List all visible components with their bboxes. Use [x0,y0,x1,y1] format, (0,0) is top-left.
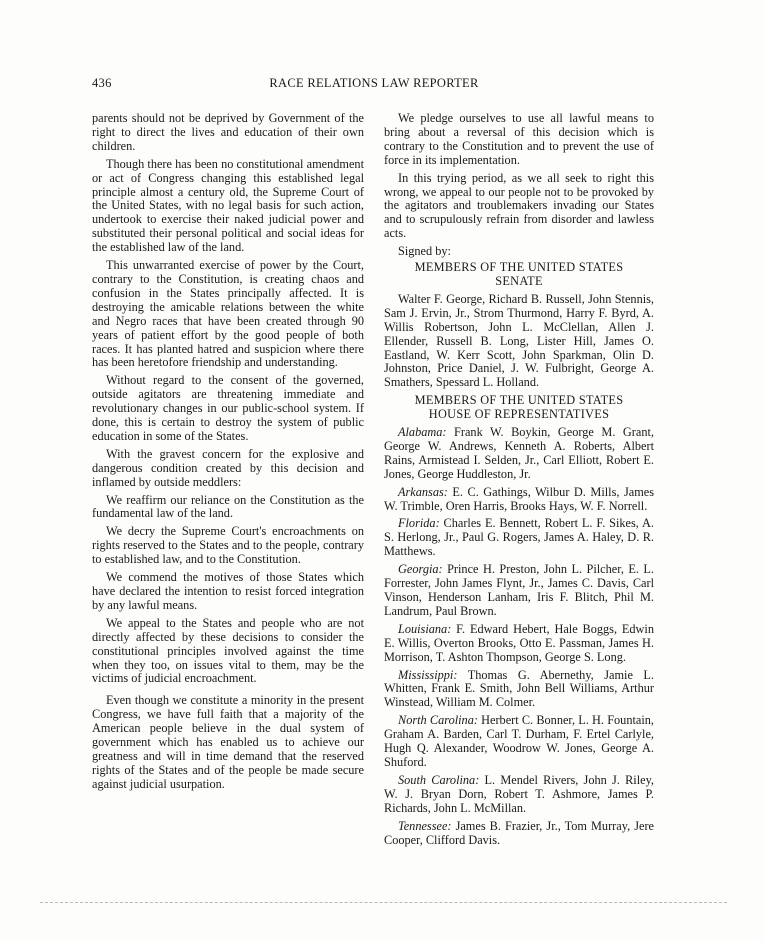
right-paragraph-2: In this trying period, as we all seek to right this wrong, we appeal to our people not to be provoked by the agitators and troublemakers invading our States and to scrupulously refrain from disorder and lawless acts. [384,170,654,241]
left-paragraph-7: We decry the Supreme Court's encroachments on rights reserved to the States and to the people, contrary to established law, and to the Constitution. [92,524,364,567]
left-paragraph-6: We reaffirm our reliance on the Constitution as the fundamental law of the land. [92,492,364,521]
delegation-mississippi: Mississippi: Thomas G. Abernethy, Jamie L. Whitten, Frank E. Smith, John Bell Williams, Arthur Winstead, William M. Colmer. [384,667,654,710]
left-paragraph-3: This unwarranted exercise of power by the Court, contrary to the Constitution, is creating chaos and confusion in the States principally affected. It is destroying the amicable relations between the white and Negro races that have been created through 90 years of patient effort by the good people of both races. It has planted hatred and suspicion where there has been heretofore friendship and understanding. [92,258,364,370]
delegation-louisiana: Louisiana: F. Edward Hebert, Hale Boggs, Edwin E. Willis, Overton Brooks, Otto E. Passman, James H. Morrison, T. Ashton Thompson, George S. Long. [384,621,655,664]
delegation-arkansas: Arkansas: E. C. Gathings, Wilbur D. Mills, James W. Trimble, Oren Harris, Brooks Hays, W. F. Norrell. [384,484,655,513]
left-paragraph-5: With the gravest concern for the explosive and dangerous condition created by this decision and inflamed by outside meddlers: [92,446,364,489]
left-column [92,112,364,796]
running-title: RACE RELATIONS LAW REPORTER [269,76,479,90]
delegation-alabama: Alabama: Frank W. Boykin, George M. Grant, George W. Andrews, Kenneth A. Roberts, Albert Rains, Armistead I. Selden, Jr., Carl Elliott, Robert E. Jones, George Huddleston, Jr. [384,425,654,481]
left-paragraph-8: We commend the motives of those States which have declared the intention to resist forced integration by any lawful means. [92,570,364,612]
page-header [92,76,656,94]
right-paragraph-1: We pledge ourselves to use all lawful means to bring about a reversal of this decision which is contrary to the Constitution and to prevent the use of force in its implementation. [384,111,654,167]
delegation-georgia: Georgia: Prince H. Preston, John L. Pilcher, E. L. Forrester, John James Flynt, Jr., James C. Davis, Carl Vinson, Henderson Lanham, Iris F. Blitch, Phil M. Landrum, Paul Brown. [384,562,654,618]
house-heading: MEMBERS OF THE UNITED STATES HOUSE OF REPRESENTATIVES [414,393,624,422]
left-paragraph-1: parents should not be deprived by Government of the right to direct the lives and education of their own children. [92,111,364,153]
right-column [384,112,654,851]
signed-by: Signed by: [398,244,451,259]
delegation-tennessee: Tennessee: James B. Frazier, Jr., Tom Murray, Jere Cooper, Clifford Davis. [384,818,654,847]
senate-members: Walter F. George, Richard B. Russell, John Stennis, Sam J. Ervin, Jr., Strom Thurmond, Harry F. Byrd, A. Willis Robertson, John L. McClellan, Allen J. Ellender, Russell B. Long, Lister Hill, James O. Eastland, W. Kerr Scott, John Sparkman, Olin D. Johnston, Price Daniel, J. W. Fulbright, George A. Smathers, Spessard L. Holland. [384,291,654,390]
page-number: 436 [92,76,112,90]
delegation-florida: Florida: Charles E. Bennett, Robert L. F. Sikes, A. S. Herlong, Jr., Paul G. Rogers, James A. Haley, D. R. Matthews. [384,516,654,559]
footer-rule [40,902,727,903]
left-paragraph-2: Though there has been no constitutional amendment or act of Congress changing this established legal principle almost a century old, the Supreme Court of the United States, with no legal basis for such action, undertook to exercise their naked judicial power and substituted their personal political and social ideas for the established law of the land. [92,156,364,255]
left-paragraph-4: Without regard to the consent of the governed, outside agitators are threatening immediate and revolutionary changes in our public-school system. If done, this is certain to destroy the system of public education in some of the States. [92,373,364,443]
left-paragraph-9: We appeal to the States and people who are not directly affected by these decisions to consider the constitutional principles involved against the time when they too, on issues vital to them, may be the victims of judicial encroachment. [92,615,364,686]
left-paragraph-10: Even though we constitute a minority in the present Congress, we have full faith that a majority of the American people believe in the dual system of government which has enabled us to achieve our greatness and will in time demand that the reserved rights of the States and of the people be made secure against judicial usurpation. [92,693,364,791]
delegation-south-carolina: South Carolina: L. Mendel Rivers, John J. Riley, W. J. Bryan Dorn, Robert T. Ashmore, James P. Richards, John L. McMillan. [384,772,654,815]
delegation-north-carolina: North Carolina: Herbert C. Bonner, L. H. Fountain, Graham A. Barden, Carl T. Durham, F. Ertel Carlyle, Hugh Q. Alexander, Woodrow W. Jones, George A. Shuford. [384,713,654,769]
senate-heading: MEMBERS OF THE UNITED STATES SENATE [414,260,624,288]
